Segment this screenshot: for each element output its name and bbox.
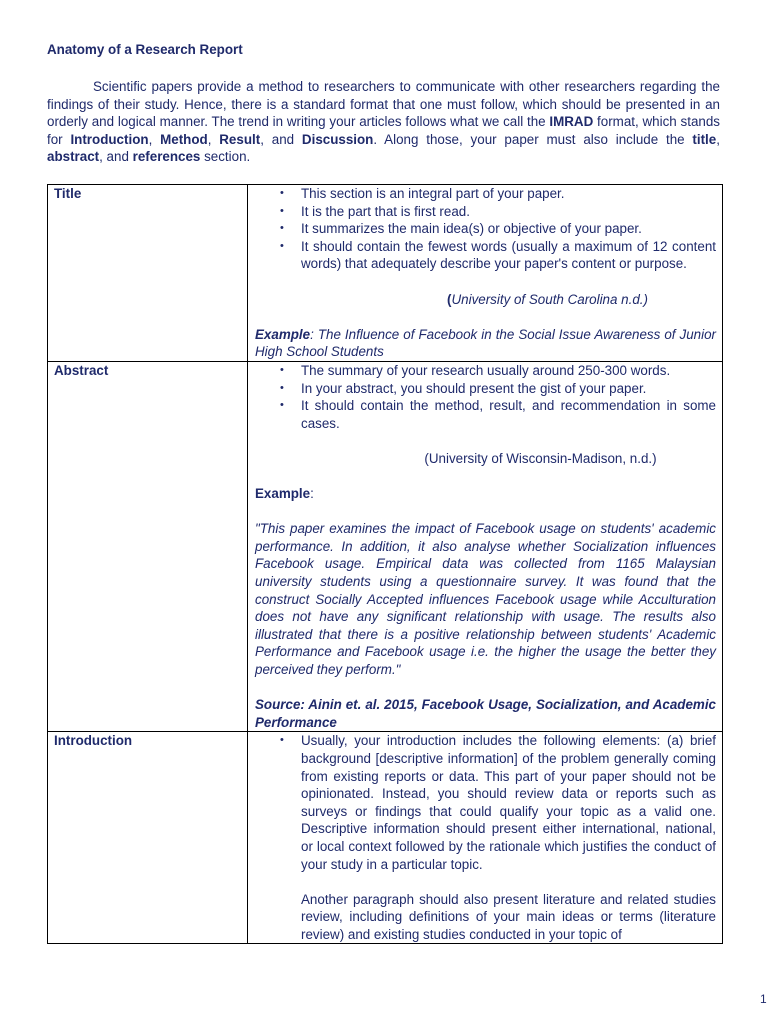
- section-label-introduction: Introduction: [48, 732, 248, 943]
- title-term: title: [692, 131, 717, 147]
- list-item: • It summarizes the main idea(s) or objective of your paper.: [301, 220, 716, 238]
- abstract-example-quote: "This paper examines the impact of Facebook usage on students' academic performance. In addition, it also analyse whether Socialization influences Facebook usage. Empirical data was collected from 1165 Malaysian university students using a questionnaire survey. It was found that the construct Socially Accepted influences Facebook usage while Acculturation does not have any significant relationship with usage. The results also illustrated that there is a positive relationship between students' Academic Performance and Facebook usage i.e. the higher the usage the better they perceived they perform.": [255, 521, 716, 678]
- list-item: • This section is an integral part of your paper.: [301, 185, 716, 203]
- list-item: • It should contain the method, result, and recommendation in some cases.: [301, 397, 716, 432]
- references-term: references: [132, 149, 201, 165]
- abstract-term: abstract: [47, 149, 100, 165]
- introduction-term: Introduction: [70, 131, 149, 147]
- list-item: • The summary of your research usually around 250-300 words.: [301, 362, 716, 380]
- title-bullets: [255, 185, 716, 273]
- list-item: • Usually, your introduction includes the following elements: (a) brief background [descriptive information] of the problem generally coming from existing reports or data. This part of your paper should not be opinionated. Instead, you should review data or reports such as surveys or findings that could qualify your topic as a valid one. Descriptive information should present either international, national, or local context followed by the rationale which justifies the conduct of your study in a particular topic.: [301, 732, 716, 873]
- section-content-abstract: [248, 361, 723, 731]
- table-row-title: [48, 185, 723, 362]
- abstract-source: Source: Ainin et. al. 2015, Facebook Usage, Socialization, and Academic Performance: [255, 697, 716, 730]
- page-number: 1: [760, 992, 767, 1006]
- list-item: • It should contain the fewest words (usually a maximum of 12 content words) that adequately describe your paper's content or purpose.: [301, 238, 716, 273]
- title-citation: (University of South Carolina n.d.): [447, 291, 648, 307]
- discussion-term: Discussion: [301, 131, 374, 147]
- introduction-bullets: [255, 732, 716, 942]
- abstract-citation: (University of Wisconsin-Madison, n.d.): [424, 450, 657, 466]
- result-term: Result: [219, 131, 261, 147]
- anatomy-table: [47, 184, 723, 944]
- section-label-title: Title: [48, 185, 248, 362]
- title-example: Example: The Influence of Facebook in the Social Issue Awareness of Junior High School Students: [255, 326, 716, 360]
- table-row-abstract: [48, 361, 723, 731]
- abstract-example-heading: Example:: [255, 486, 314, 502]
- list-item: • Another paragraph should also present literature and related studies review, including definitions of your main ideas or terms (literature review) and existing studies conducted in your topic of: [301, 891, 716, 943]
- method-term: Method: [160, 131, 208, 147]
- example-label: Example: [255, 326, 311, 342]
- table-row-introduction: [48, 732, 723, 943]
- abstract-bullets: [255, 362, 716, 432]
- section-content-title: [248, 185, 723, 362]
- section-label-abstract: Abstract: [48, 361, 248, 731]
- intro-paragraph: Scientific papers provide a method to researchers to communicate with other researchers regarding the findings of their study. Hence, there is a standard format that one must follow, which should be presented in an orderly and logical manner. The trend in writing your articles follows what we call the IMRAD format, which stands for Introduction, Method, Result, and Discussion. Along those, your paper must also include the title, abstract, and references section.: [47, 79, 720, 165]
- section-content-introduction: [248, 732, 723, 943]
- imrad-term: IMRAD: [549, 114, 594, 130]
- document-title: Anatomy of a Research Report: [47, 42, 243, 57]
- list-item: • It is the part that is first read.: [301, 203, 716, 221]
- list-item: • In your abstract, you should present the gist of your paper.: [301, 380, 716, 398]
